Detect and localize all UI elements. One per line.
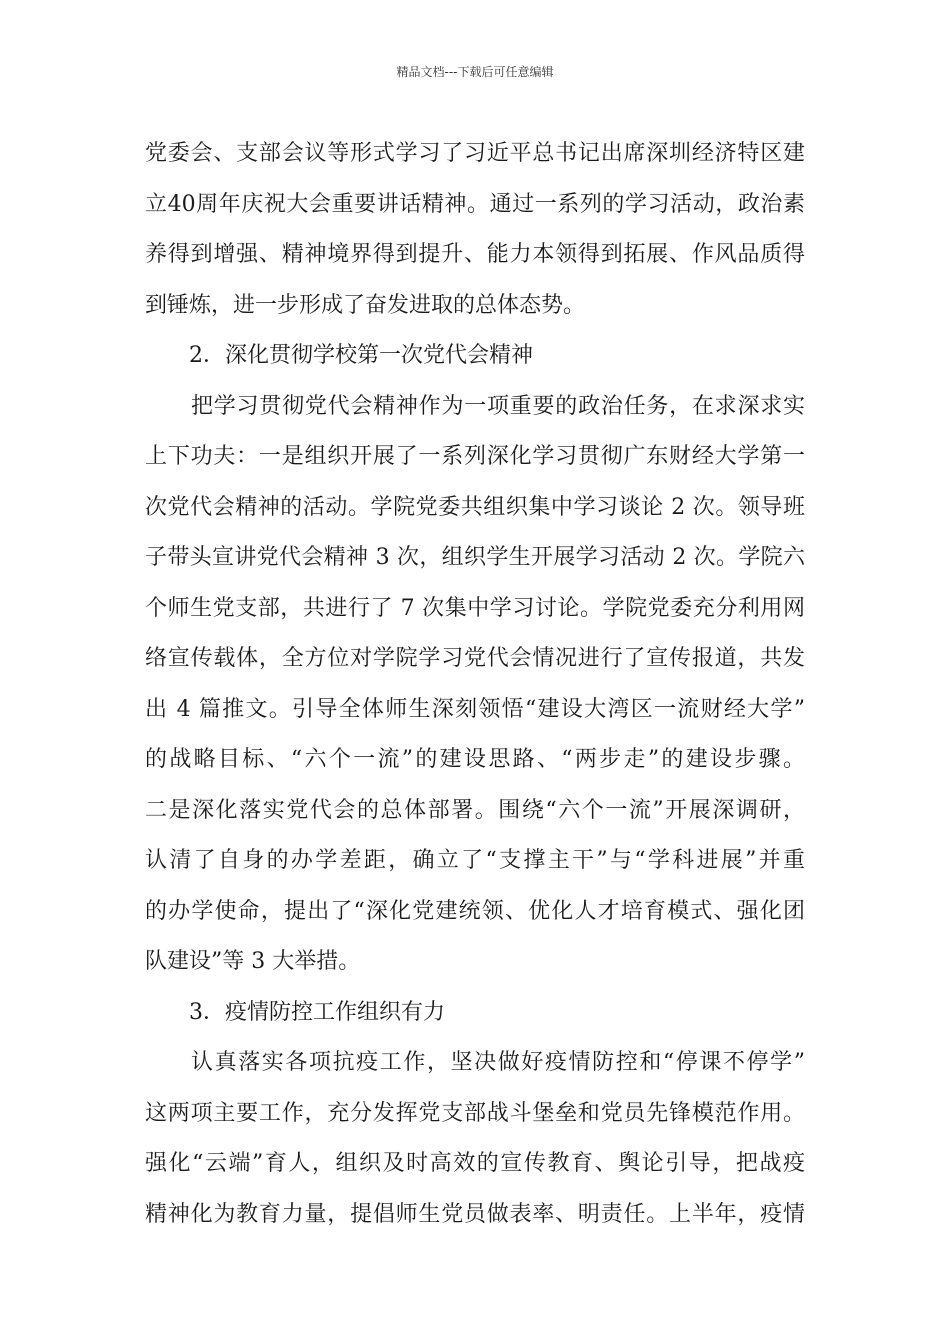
text-line: 次党代会精神的活动。学院党委共组织集中学习谈论 2 次。领导班: [145, 494, 805, 520]
text-line: 二是深化落实党代会的总体部署。围绕“六个一流”开展深调研，: [145, 797, 805, 823]
text-line: 强化“云端”育人，组织及时高效的宣传教育、舆论引导，把战疫: [145, 1151, 805, 1176]
text-line: 的战略目标、“六个一流”的建设思路、“两步走”的建设步骤。: [145, 747, 805, 772]
text-line: 队建设”等 3 大举措。: [145, 949, 361, 974]
section-heading: 3．疫情防控工作组织有力: [189, 999, 445, 1025]
text-line: 上下功夫：一是组织开展了一系列深化学习贯彻广东财经大学第一: [145, 444, 805, 469]
text-line: 认真落实各项抗疫工作，坚决做好疫情防控和“停课不停学”: [191, 1050, 805, 1075]
text-line: 这两项主要工作，充分发挥党支部战斗堡垒和党员先锋模范作用。: [145, 1100, 805, 1126]
text-line: 立40周年庆祝大会重要讲话精神。通过一系列的学习活动，政治素: [145, 191, 805, 217]
text-line: 认清了自身的办学差距，确立了“支撑主干”与“学科进展”并重: [145, 848, 805, 873]
document-body: [145, 132, 805, 1243]
section-heading: 2．深化贯彻学校第一次党代会精神: [189, 343, 533, 368]
text-line: 出 4 篇推文。引导全体师生深刻领悟“建设大湾区一流财经大学”: [145, 696, 805, 722]
text-line: 把学习贯彻党代会精神作为一项重要的政治任务，在求深求实: [191, 393, 805, 419]
text-line: 个师生党支部，共进行了 7 次集中学习讨论。学院党委充分利用网: [145, 595, 805, 621]
text-line: 党委会、支部会议等形式学习了习近平总书记出席深圳经济特区建: [145, 141, 805, 166]
text-line: 的办学使命，提出了“深化党建统领、优化人才培育模式、强化团: [145, 898, 805, 924]
text-line: 到锤炼，进一步形成了奋发进取的总体态势。: [145, 292, 586, 318]
text-line: 子带头宣讲党代会精神 3 次，组织学生开展学习活动 2 次。学院六: [145, 545, 805, 570]
text-line: 络宣传载体，全方位对学院学习党代会情况进行了宣传报道，共发: [145, 646, 805, 671]
text-line: 精神化为教育力量，提倡师生党员做表率、明责任。上半年，疫情: [145, 1201, 805, 1227]
page-header: 精品文档---下载后可任意编辑: [396, 65, 554, 79]
text-line: 养得到增强、精神境界得到提升、能力本领得到拓展、作风品质得: [145, 242, 805, 267]
